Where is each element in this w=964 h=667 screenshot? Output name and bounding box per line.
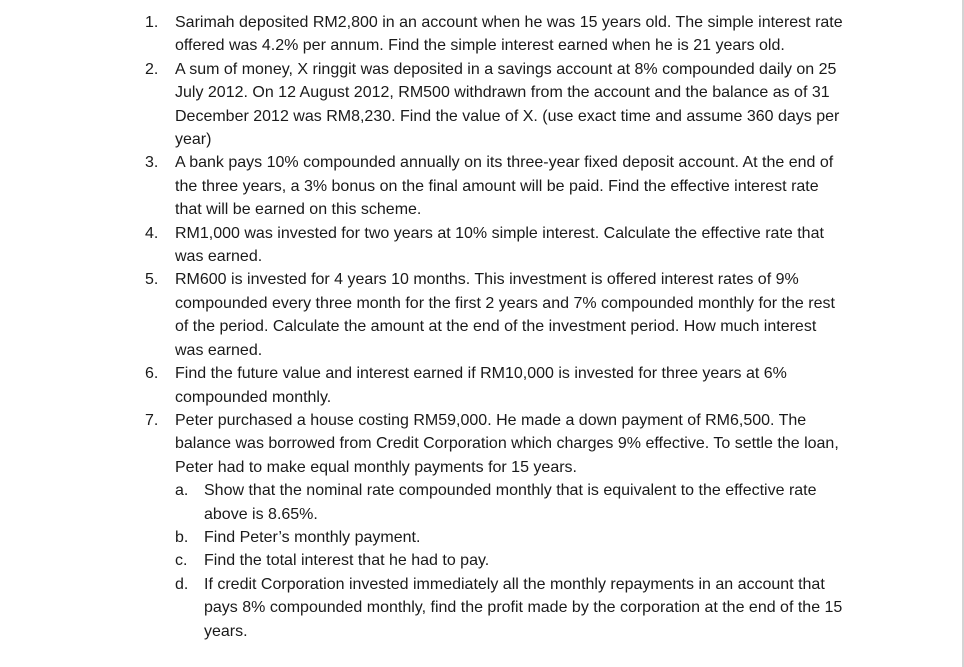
question-item-2 (0, 58, 847, 152)
subpart-letter: a. (175, 482, 189, 500)
subpart-item-a (175, 479, 844, 526)
subpart-item-d (175, 573, 844, 643)
question-list (0, 11, 964, 643)
question-item-6 (0, 362, 847, 409)
question-number: 1. (145, 14, 159, 31)
subpart-letter: d. (175, 575, 189, 593)
question-item-5 (0, 268, 847, 362)
question-number: 2. (145, 60, 159, 78)
subpart-letter: b. (175, 528, 189, 546)
question-item-4 (0, 222, 847, 269)
question-number: 3. (145, 154, 159, 172)
subpart-item-c (175, 549, 844, 572)
question-text: A sum of money, X ringgit was deposited in a savings account at 8% compounded daily on 25 July 2012. On 12 August 2012, RM500 withdrawn from the account and the balance as of 31 December 2012 was RM8,230. Find the value of X. (use exact time and assume 360 days per year) (175, 60, 840, 149)
question-number: 6. (145, 365, 159, 383)
question-text: Peter purchased a house costing RM59,000. He made a down payment of RM6,500. The balance was borrowed from Credit Corporation which charges 9% effective. To settle the loan, Peter had to make equal monthly payments for 15 years. (175, 411, 839, 476)
question-number: 4. (145, 224, 159, 242)
question-text: RM1,000 was invested for two years at 10% simple interest. Calculate the effective rate that was earned. (175, 224, 824, 266)
subpart-letter: c. (175, 552, 188, 570)
question-number: 7. (145, 411, 159, 429)
question-text: RM600 is invested for 4 years 10 months. This investment is offered interest rates of 9% compounded every three month for the first 2 years and 7% compounded monthly for the rest of the period. Calculate the amount at the end of the investment period. How much interest was earned. (175, 271, 835, 359)
question-text: Find the future value and interest earned if RM10,000 is invested for three years at 6% compounded monthly. (175, 365, 787, 406)
subpart-text: Find the total interest that he had to pay. (204, 552, 490, 570)
question-item-1 (0, 11, 847, 58)
subpart-list (175, 479, 847, 643)
question-number: 5. (145, 271, 159, 289)
subpart-text: Show that the nominal rate compounded monthly that is equivalent to the effective rate above is 8.65%. (204, 482, 817, 523)
question-text: Sarimah deposited RM2,800 in an account when he was 15 years old. The simple interest rate offered was 4.2% per annum. Find the simple interest earned when he is 21 years old. (175, 14, 843, 55)
question-text: A bank pays 10% compounded annually on its three-year fixed deposit account. At the end of the three years, a 3% bonus on the final amount will be paid. Find the effective interest rate that will be earned on this scheme. (175, 154, 834, 219)
subpart-text: If credit Corporation invested immediately all the monthly repayments in an account that pays 8% compounded monthly, find the profit made by the corporation at the end of the 15 years. (204, 575, 843, 640)
subpart-text: Find Peter’s monthly payment. (204, 528, 421, 546)
question-item-7 (0, 409, 847, 643)
subpart-item-b (175, 526, 844, 549)
question-item-3 (0, 151, 847, 221)
